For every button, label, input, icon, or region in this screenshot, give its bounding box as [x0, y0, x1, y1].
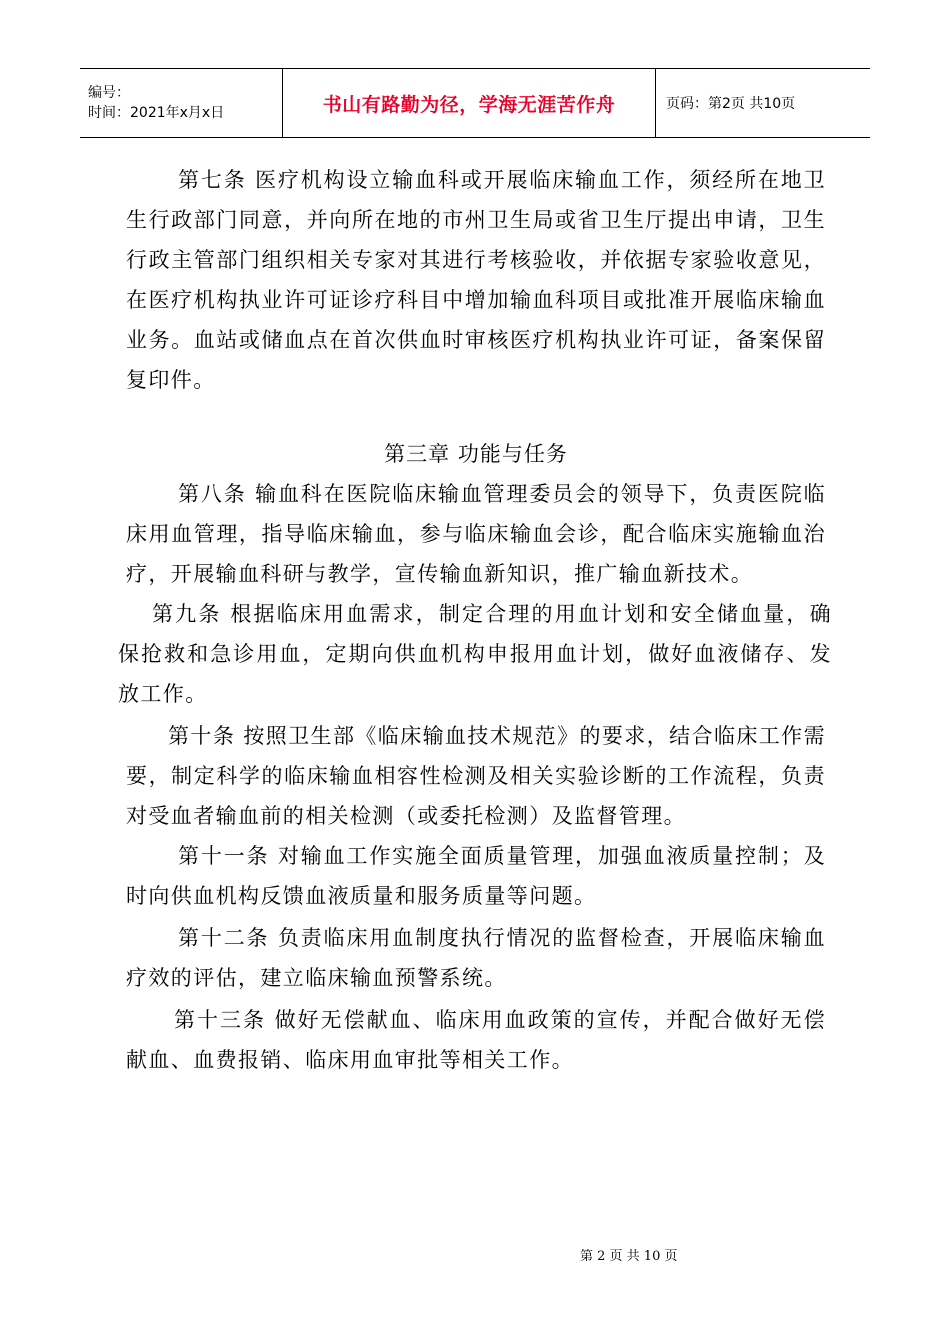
header-motto: 书山有路勤为径，学海无涯苦作舟	[282, 69, 656, 137]
document-number-label: 编号：	[88, 85, 130, 101]
header-meta	[80, 69, 282, 137]
footer-page-number: 第 2 页 共 10 页	[580, 1249, 678, 1264]
article-12: 第十二条 负责临床用血制度执行情况的监督检查，开展临床输血疗效的评估，建立临床输血预警系统。	[126, 926, 826, 990]
chapter-heading: 第三章 功能与任务	[384, 442, 568, 466]
header-page-info: 页码：第2页 共10页	[666, 96, 796, 112]
article-7: 第七条 医疗机构设立输血科或开展临床输血工作，须经所在地卫生行政部门同意，并向所在地的市州卫生局或省卫生厅提出申请，卫生行政主管部门组织相关专家对其进行考核验收，并依据专家验收意见，在医疗机构执业许可证诊疗科目中增加输血科项目或批准开展临床输血业务。血站或储血点在首次供血时审核医疗机构执业许可证，备案保留复印件。	[126, 168, 826, 392]
article-13: 第十三条 做好无偿献血、临床用血政策的宣传，并配合做好无偿献血、血费报销、临床用血审批等相关工作。	[126, 1008, 826, 1072]
article-10: 第十条 按照卫生部《临床输血技术规范》的要求，结合临床工作需要，制定科学的临床输血相容性检测及相关实验诊断的工作流程，负责对受血者输血前的相关检测（或委托检测）及监督管理。	[126, 724, 826, 828]
document-body	[118, 160, 832, 1080]
document-date: 时间：2021年x月x日	[88, 105, 225, 121]
article-11: 第十一条 对输血工作实施全面质量管理，加强血液质量控制；及时向供血机构反馈血液质量和服务质量等问题。	[126, 844, 826, 908]
article-9: 第九条 根据临床用血需求，制定合理的用血计划和安全储血量，确保抢救和急诊用血，定期向供血机构申报用血计划，做好血液储存、发放工作。	[118, 602, 832, 706]
article-8: 第八条 输血科在医院临床输血管理委员会的领导下，负责医院临床用血管理，指导临床输血，参与临床输血会诊，配合临床实施输血治疗，开展输血科研与教学，宣传输血新知识，推广输血新技术。	[126, 482, 826, 586]
page-header	[80, 68, 870, 138]
